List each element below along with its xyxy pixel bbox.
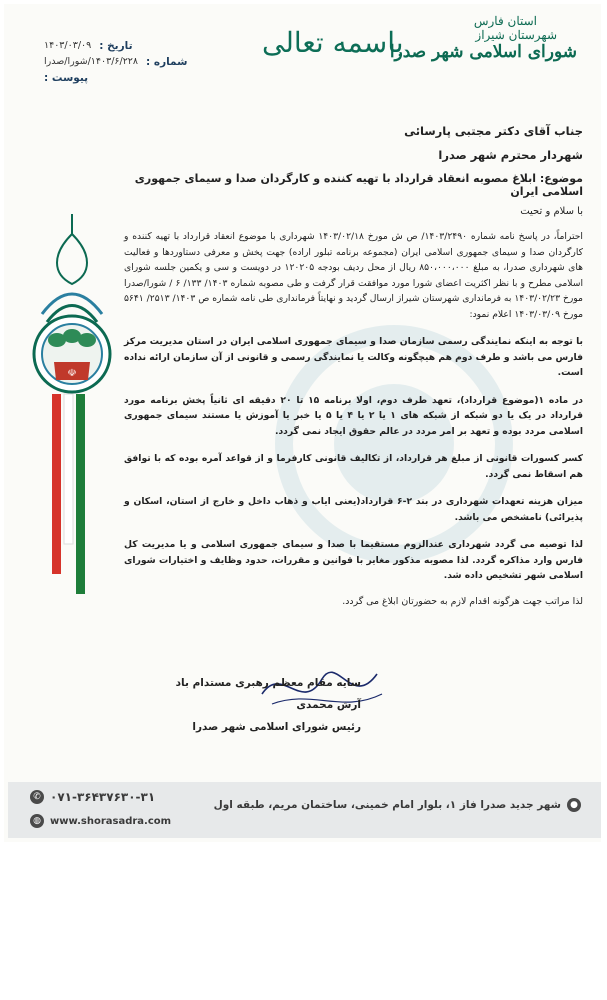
greeting: با سلام و تحیت bbox=[520, 206, 583, 217]
signatory-title: رئیس شورای اسلامی شهر صدرا bbox=[192, 721, 361, 733]
letter-body bbox=[124, 124, 583, 625]
signature-salutation: سایه مقام معظم رهبری مستدام باد bbox=[175, 677, 361, 689]
number-label: شماره : bbox=[146, 56, 188, 68]
paragraph-article-1: در ماده ۱(موضوع قرارداد)، تعهد طرف دوم، اولا برنامه ۱۵ تا ۲۰ دقیقه ای ثانیاً پخش برنامه مورد قرارداد در یک یا دو شبکه از شبکه های ۱ یا ۲ یا ۴ یا ۵ یا خبر یا آموزش یا مستند سیمای جمهوری اسلامی مردد بوده و تعهد بر امر مردد در عالم حقوق ایجاد نمی گردد. bbox=[124, 394, 584, 437]
date-label: تاریخ : bbox=[99, 40, 133, 52]
paragraph-recommendation: لذا توصیه می گردد شهرداری عندالزوم مستقیما با صدا و سیمای جمهوری اسلامی و یا مدیریت کل فارس وارد مذاکره گردد. لذا مصوبه مذکور مغایر با قوانین و مقررات، حدود وظایف و اختیارات شورای اسلامی شهر تشخیص داده شد. bbox=[124, 539, 583, 581]
phone-icon: ✆ bbox=[30, 790, 44, 804]
signatory-name: آرش محمدی bbox=[296, 699, 361, 711]
paragraph-intro: احتراماً، در پاسخ نامه شماره ۱۴۰۳/۲۴۹۰/ ص ش مورخ ۱۴۰۳/۰۲/۱۸ شهرداری با موضوع انعقاد قرارداد با تهیه کننده و کارگردان صدا و سیمای جمهوری اسلامی ایران (مجموعه برنامه تبلور اراده) جهت پخش و معرفی دستاوردها و فعالیت های شهرداری صدرا، به مبلغ ۸۵۰،۰۰۰،۰۰۰ ریال از محل ردیف بودجه ۱۲۰۲۰۵ در دویست و سی و یکمین جلسه شورای اسلامی مطرح و با نظر اکثریت اعضای شورا مورد موافقت قرار گرفت و طی مصوبه شماره ۱۴۰۳/ ۱۳۳/ ۶ / شورا/صدرا مورخ ۱۴۰۳/۰۲/۲۳ به فرمانداری شهرستان شیراز ارسال گردید و نهایتاً فرمانداری طی نامه شماره ص ۱۴۰۳/ ۲۵۱۳/ ۵۶۴۱ مورخ ۱۴۰۳/۰۳/۰۹ اعلام نمود: bbox=[124, 231, 583, 320]
paragraph-representation: با توجه به اینکه نمایندگی رسمی سازمان صدا و سیمای جمهوری اسلامی ایران در استان مدیریت مرکز فارس می باشد و طرف دوم هم هیچگونه وکالت یا نمایندگی رسمی و قانونی از آن سازمان ارائه نداده است. bbox=[124, 336, 583, 378]
signature-block bbox=[176, 672, 361, 738]
footer-phone bbox=[30, 790, 155, 804]
council-emblem-logo bbox=[22, 214, 122, 594]
closing-line: لذا مراتب جهت هرگونه اقدام لازم به حضورتان ابلاغ می گردد. bbox=[342, 595, 583, 607]
organization-header bbox=[390, 14, 577, 62]
globe-icon: ◍ bbox=[30, 814, 44, 828]
location-pin-icon: ● bbox=[567, 798, 581, 812]
org-county: شهرستان شیراز bbox=[475, 28, 557, 42]
letter-subject: موضوع: ابلاغ مصوبه انعقاد قرارداد با تهیه کننده و کارگردان صدا و سیمای جمهوری اسلامی ایران bbox=[134, 172, 583, 198]
address-text: شهر جدید صدرا فاز ۱، بلوار امام خمینی، ساختمان مریم، طبقه اول bbox=[213, 799, 561, 811]
paragraph-costs: میزان هزینه تعهدات شهرداری در بند ۲-۶ قرارداد(یعنی ایاب و ذهاب داخل و خارج از استان، اسکان و پذیرائی) نامشخص می باشد. bbox=[124, 496, 583, 523]
footer-website bbox=[30, 814, 171, 828]
footer-address bbox=[214, 798, 581, 812]
addressee-title: شهردار محترم شهر صدرا bbox=[438, 148, 583, 162]
attachment-label: پیوست : bbox=[44, 72, 89, 84]
letter-meta bbox=[44, 38, 187, 86]
paragraph-deductions: کسر کسورات قانونی از مبلغ هر قرارداد، از تکالیف قانونی کارفرما و از قواعد آمره بوده که با توافق هم اسقاط نمی گردد. bbox=[124, 453, 583, 480]
svg-text:☫: ☫ bbox=[67, 368, 77, 379]
date-value: ۱۴۰۳/۰۳/۰۹ bbox=[44, 40, 92, 51]
basmalah-calligraphy: باسمه تعالی bbox=[262, 26, 404, 59]
letter-footer bbox=[8, 782, 601, 838]
org-province: استان فارس bbox=[473, 14, 537, 28]
number-value: ۱۴۰۳/۶/۲۲۸/شورا/صدرا bbox=[44, 56, 139, 67]
letter-page bbox=[4, 4, 601, 842]
addressee-name: جناب آقای دکتر مجتبی پارسائی bbox=[404, 124, 583, 138]
org-council-name: شورای اسلامی شهر صدرا bbox=[389, 42, 577, 62]
website-url: www.shorasadra.com bbox=[50, 815, 172, 827]
phone-number: ۰۷۱-۳۶۴۳۷۶۳۰-۳۱ bbox=[50, 790, 156, 804]
